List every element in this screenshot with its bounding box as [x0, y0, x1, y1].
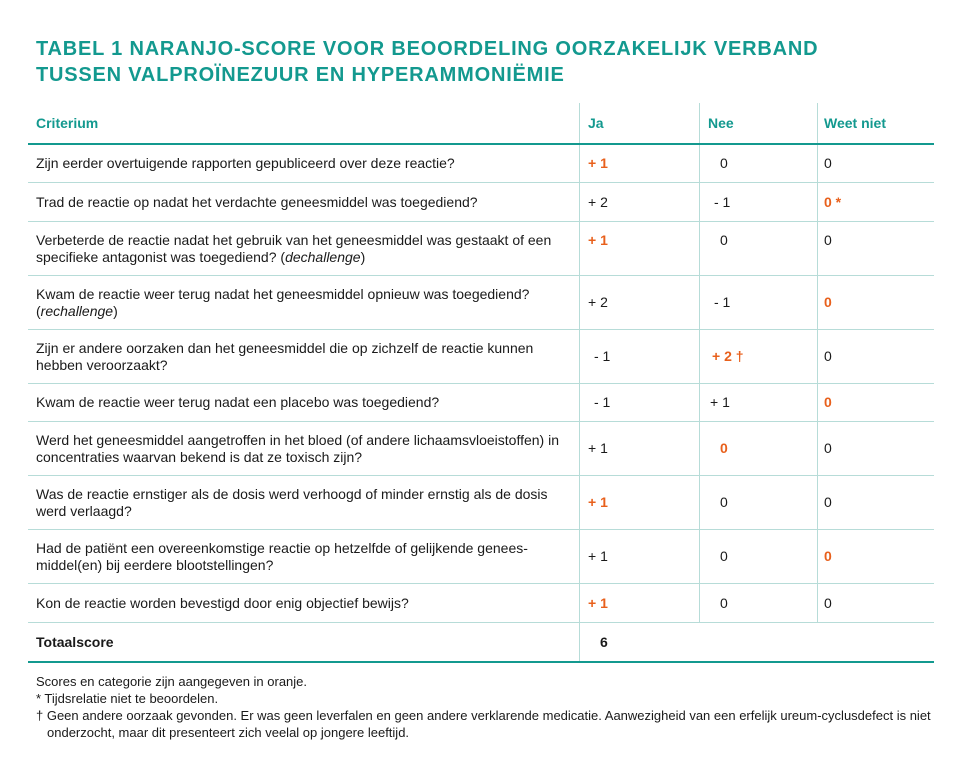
ja-cell: + 1	[579, 222, 699, 275]
ja-cell: + 2	[579, 183, 699, 221]
note-orange: Scores en categorie zijn aangegeven in oranje.	[36, 674, 308, 689]
criterium-cell: Kwam de reactie weer terug nadat een placebo was toegediend?	[36, 394, 440, 410]
table-header-row	[28, 103, 934, 145]
ja-cell: + 1	[579, 145, 699, 182]
total-label: Totaalscore	[36, 633, 114, 650]
table-notes	[36, 673, 936, 741]
criterium-text: Kwam de reactie weer terug nadat het geneesmiddel opnieuw was toegediend? (	[36, 285, 530, 319]
table-row	[28, 476, 934, 530]
criterium-text: Verbeterde de reactie nadat het gebruik van het geneesmiddel was gestaakt of een specifieke antagonist was toegediend? (	[36, 231, 552, 265]
weet-niet-cell: 0	[817, 145, 934, 182]
table-row	[28, 276, 934, 330]
weet-niet-cell: 0	[817, 276, 934, 329]
criterium-text-end: )	[360, 248, 366, 265]
nee-cell: 0	[699, 530, 817, 583]
ja-cell: - 1	[579, 384, 699, 421]
table-row	[28, 422, 934, 476]
nee-cell: 0	[699, 145, 817, 182]
nee-cell: 0	[699, 222, 817, 275]
table-row	[28, 384, 934, 422]
table-row	[28, 530, 934, 584]
table-row	[28, 222, 934, 276]
naranjo-table	[28, 103, 934, 663]
criterium-cell: Trad de reactie op nadat het verdachte geneesmiddel was toegediend?	[36, 193, 478, 210]
total-row	[28, 623, 934, 663]
nee-cell: 0	[699, 422, 817, 475]
weet-niet-cell: 0 *	[817, 183, 934, 221]
weet-niet-cell: 0	[817, 330, 934, 383]
criterium-text-end: )	[113, 302, 118, 319]
nee-cell: 0	[699, 476, 817, 529]
criterium-cell	[28, 276, 579, 329]
note-dagger: † Geen andere oorzaak gevonden. Er was geen leverfalen en geen andere verklarende medicatie. Aanwezigheid van een erfelijk ureum-cyclusdefect is niet onderzocht, maar dit presenteert zich veelal op jongere leeftijd.	[36, 708, 931, 740]
header-nee: Nee	[699, 103, 817, 143]
table-title	[36, 36, 936, 88]
ja-cell: + 1	[579, 530, 699, 583]
note-asterisk: * Tijdsrelatie niet te beoordelen.	[36, 691, 219, 706]
weet-niet-cell: 0	[817, 476, 934, 529]
criterium-cell	[28, 222, 579, 275]
criterium-italic: rechallenge	[40, 302, 114, 319]
header-ja: Ja	[579, 103, 699, 143]
header-criterium: Criterium	[36, 114, 99, 131]
ja-cell: + 1	[579, 476, 699, 529]
ja-cell: - 1	[579, 330, 699, 383]
ja-cell: + 1	[579, 422, 699, 475]
nee-cell: + 2 †	[699, 330, 817, 383]
criterium-cell: Zijn eerder overtuigende rapporten gepubliceerd over deze reactie?	[36, 155, 455, 171]
nee-cell: + 1	[699, 384, 817, 421]
table-title-line-2: TUSSEN VALPROÏNEZUUR EN HYPERAMMONIËMIE	[36, 64, 565, 86]
table-title-line-1: TABEL 1 NARANJO-SCORE VOOR BEOORDELING OORZAKELIJK VERBAND	[36, 38, 819, 60]
nee-cell: 0	[699, 584, 817, 622]
total-value: 6	[579, 623, 699, 661]
weet-niet-cell: 0	[817, 384, 934, 421]
table-row	[28, 584, 934, 623]
criterium-italic: dechallenge	[285, 248, 361, 265]
table-row	[28, 183, 934, 222]
weet-niet-cell: 0	[817, 422, 934, 475]
weet-niet-cell: 0	[817, 584, 934, 622]
weet-niet-cell: 0	[817, 530, 934, 583]
ja-cell: + 1	[579, 584, 699, 622]
ja-cell: + 2	[579, 276, 699, 329]
criterium-cell: Had de patiënt een overeenkomstige reactie op hetzelfde of gelijkende genees-middel(en) bij eerdere blootstellingen?	[36, 539, 528, 573]
table-row	[28, 330, 934, 384]
criterium-cell: Zijn er andere oorzaken dan het geneesmiddel die op zichzelf de reactie kunnen hebben veroorzaakt?	[36, 339, 534, 373]
criterium-cell: Werd het geneesmiddel aangetroffen in het bloed (of andere lichaamsvloeistoffen) in concentraties waarvan bekend is dat ze toxisch zijn?	[36, 431, 560, 465]
criterium-cell: Kon de reactie worden bevestigd door enig objectief bewijs?	[36, 594, 409, 611]
nee-cell: - 1	[699, 183, 817, 221]
weet-niet-cell: 0	[817, 222, 934, 275]
table-row	[28, 145, 934, 183]
criterium-cell: Was de reactie ernstiger als de dosis werd verhoogd of minder ernstig als de dosis werd verlaagd?	[36, 485, 548, 519]
nee-cell: - 1	[699, 276, 817, 329]
header-weet-niet: Weet niet	[817, 103, 934, 143]
